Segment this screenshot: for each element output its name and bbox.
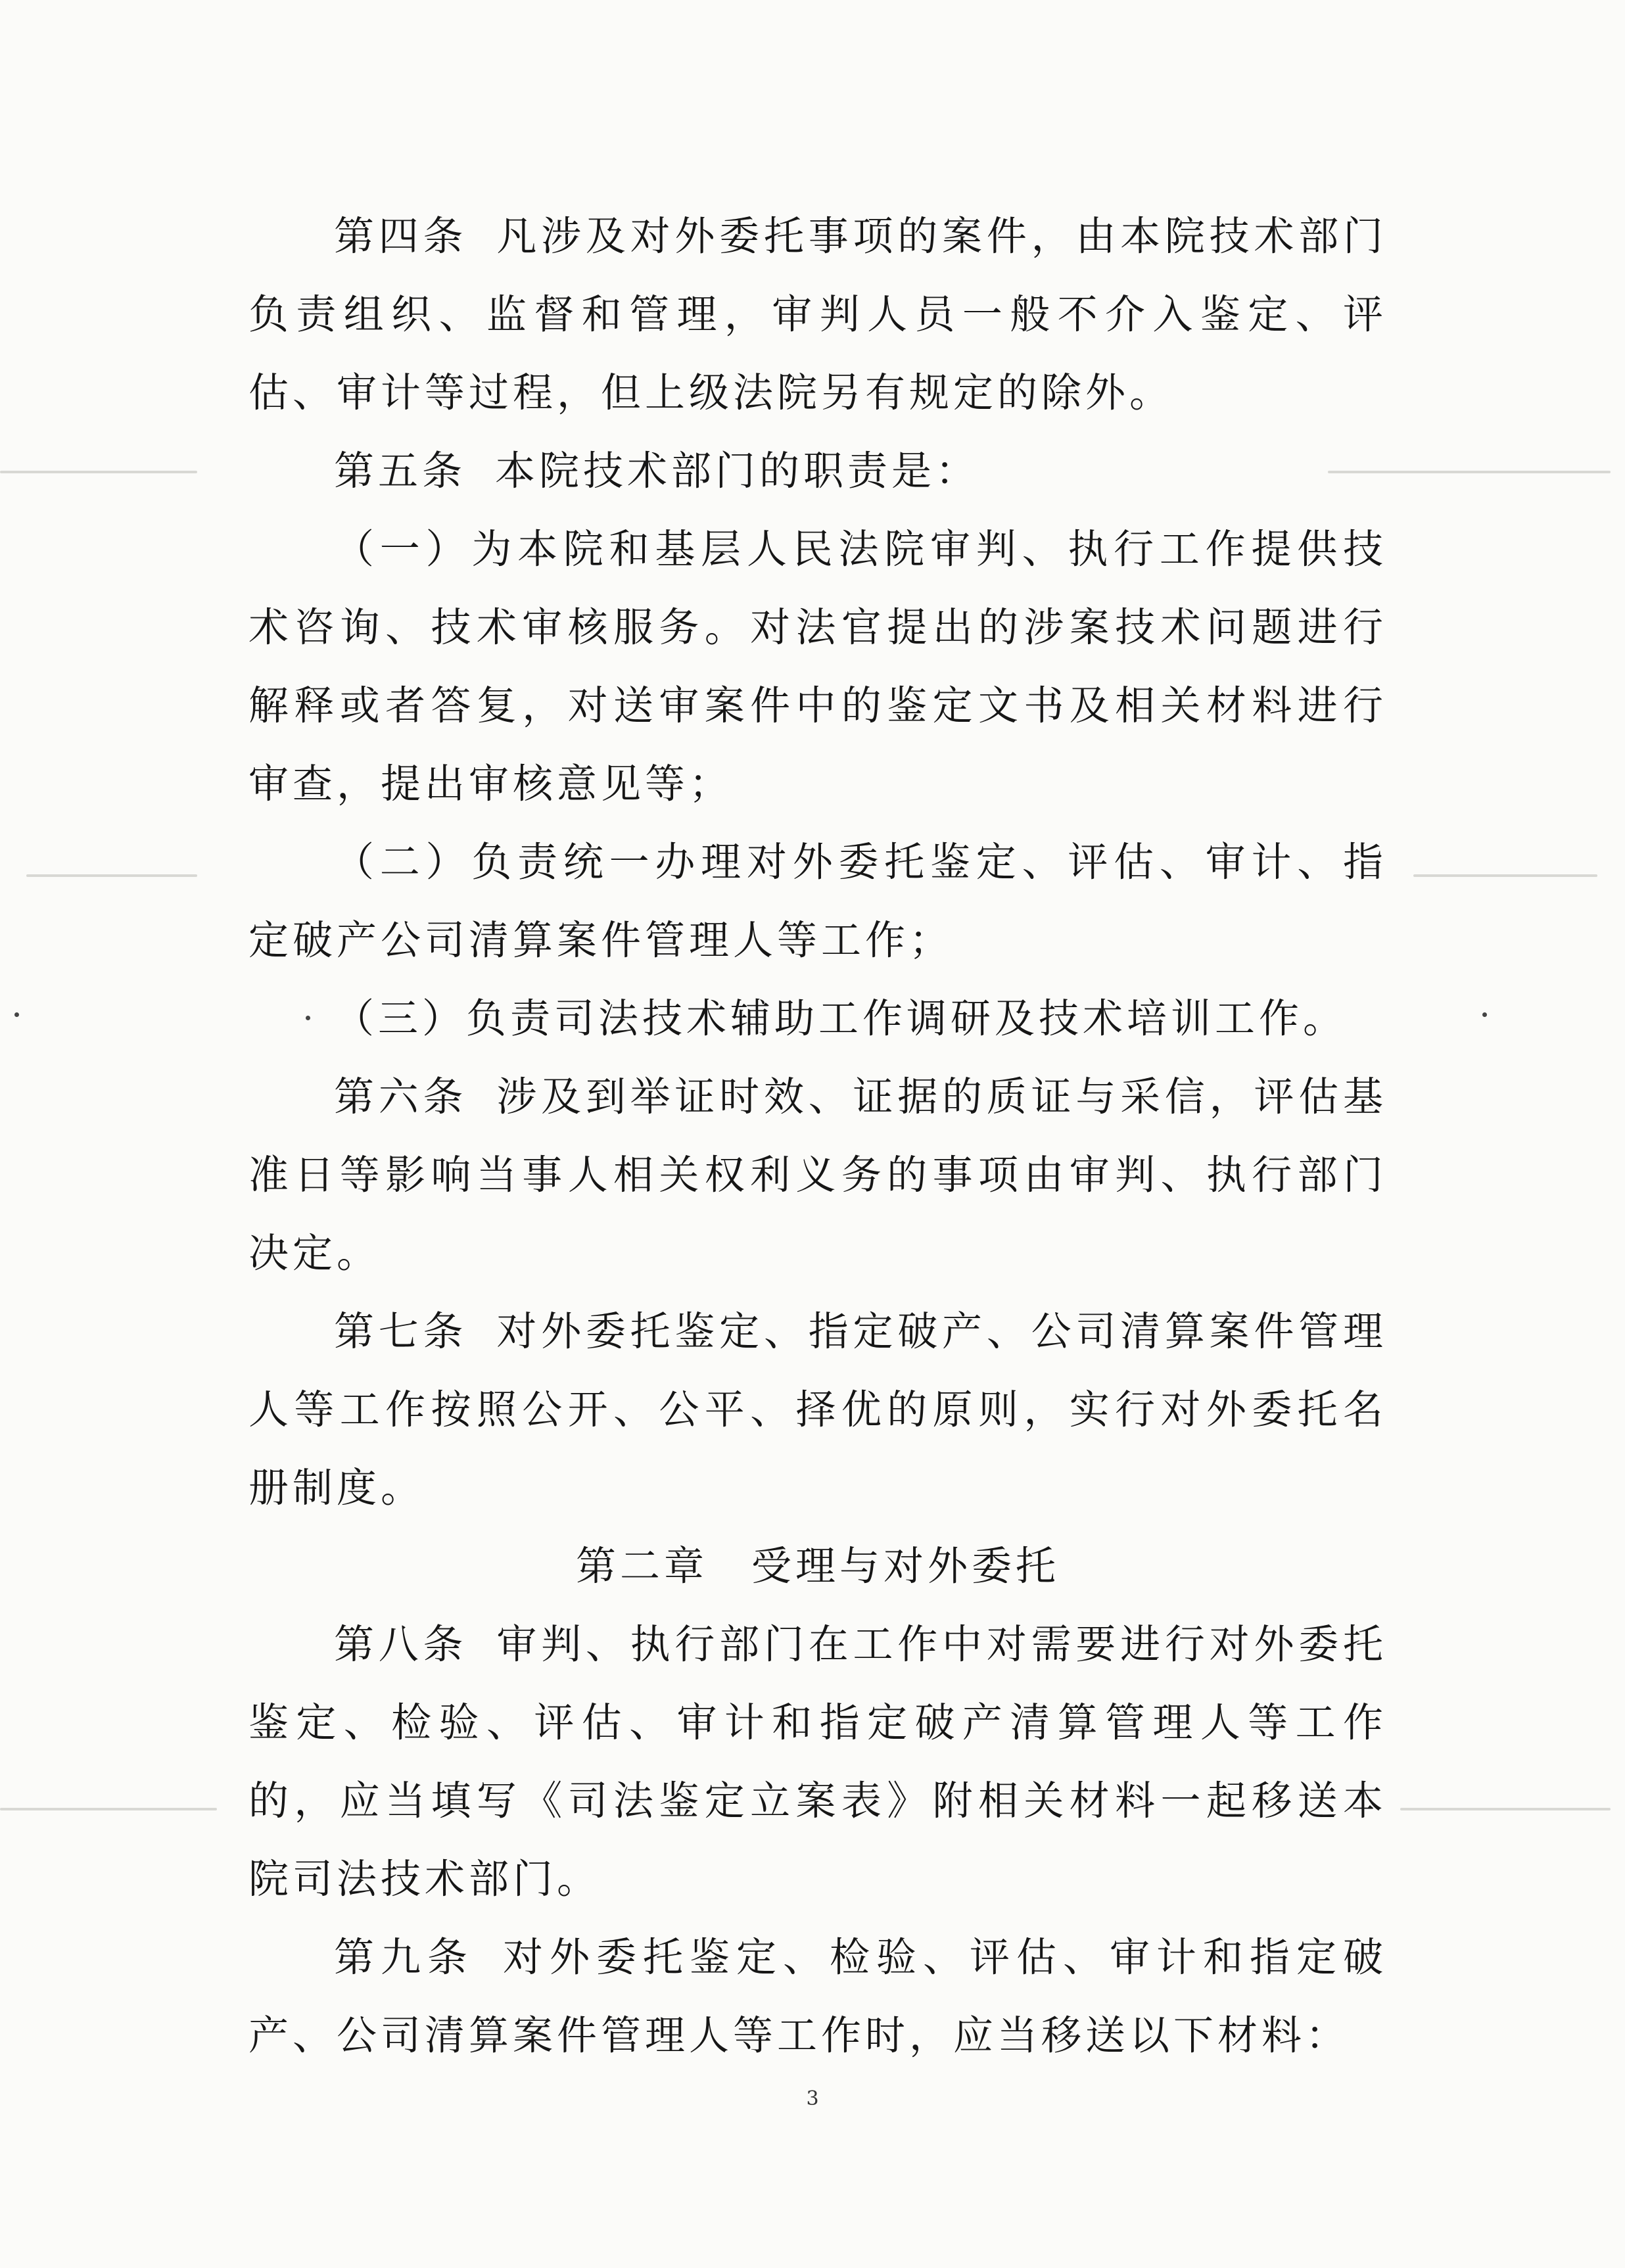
scan-artifact (0, 471, 197, 473)
article-number: 第九条 (334, 1934, 474, 1981)
article-5-item-2 (248, 823, 1387, 980)
chapter-number: 第二章 (575, 1543, 708, 1590)
article-5-item-1 (248, 510, 1387, 823)
article-7 (248, 1292, 1387, 1527)
page-number: 3 (806, 2087, 819, 2110)
article-number: 第八条 (334, 1621, 468, 1668)
article-text: 凡涉及对外委托事项的案件，由本院技术部门负责组织、监督和管理，审判人员一般不介入鉴定、评估、审计等过程，但上级法院另有规定的除外。 (248, 213, 1387, 416)
article-5-item-3 (248, 980, 1387, 1058)
article-text: 对外委托鉴定、检验、评估、审计和指定破产、公司清算案件管理人等工作时，应当移送以下材料： (248, 1934, 1387, 2059)
article-number: 第六条 (334, 1074, 468, 1120)
scan-artifact (1400, 1808, 1611, 1810)
article-text: 本院技术部门的职责是： (495, 448, 980, 494)
article-number: 第四条 (334, 213, 468, 260)
chapter-heading (248, 1527, 1387, 1605)
scan-artifact (0, 1808, 217, 1810)
article-number: 第七条 (334, 1308, 468, 1355)
article-5 (248, 432, 1387, 510)
item-text: （二）负责统一办理对外委托鉴定、评估、审计、指定破产公司清算案件管理人等工作； (248, 839, 1387, 964)
article-text: 审判、执行部门在工作中对需要进行对外委托鉴定、检验、评估、审计和指定破产清算管理人等工作的，应当填写《司法鉴定立案表》附相关材料一起移送本院司法技术部门。 (248, 1621, 1387, 1902)
article-6 (248, 1058, 1387, 1292)
scan-dot (1482, 1012, 1487, 1017)
chapter-title: 受理与对外委托 (751, 1543, 1060, 1590)
item-text: （一）为本院和基层人民法院审判、执行工作提供技术咨询、技术审核服务。对法官提出的涉案技术问题进行解释或者答复，对送审案件中的鉴定文书及相关材料进行审查，提出审核意见等； (248, 526, 1387, 807)
item-text: （三）负责司法技术辅助工作调研及技术培训工作。 (334, 995, 1348, 1042)
article-number: 第五条 (334, 448, 467, 494)
scan-artifact (26, 874, 197, 877)
scan-artifact (1413, 874, 1597, 877)
article-8 (248, 1605, 1387, 1918)
article-text: 对外委托鉴定、指定破产、公司清算案件管理人等工作按照公开、公平、择优的原则，实行对外委托名册制度。 (248, 1308, 1387, 1511)
article-9 (248, 1918, 1387, 2075)
article-4 (248, 197, 1387, 432)
document-body (248, 197, 1387, 2075)
scan-dot (14, 1012, 19, 1017)
article-text: 涉及到举证时效、证据的质证与采信，评估基准日等影响当事人相关权利义务的事项由审判、执行部门决定。 (248, 1074, 1387, 1277)
